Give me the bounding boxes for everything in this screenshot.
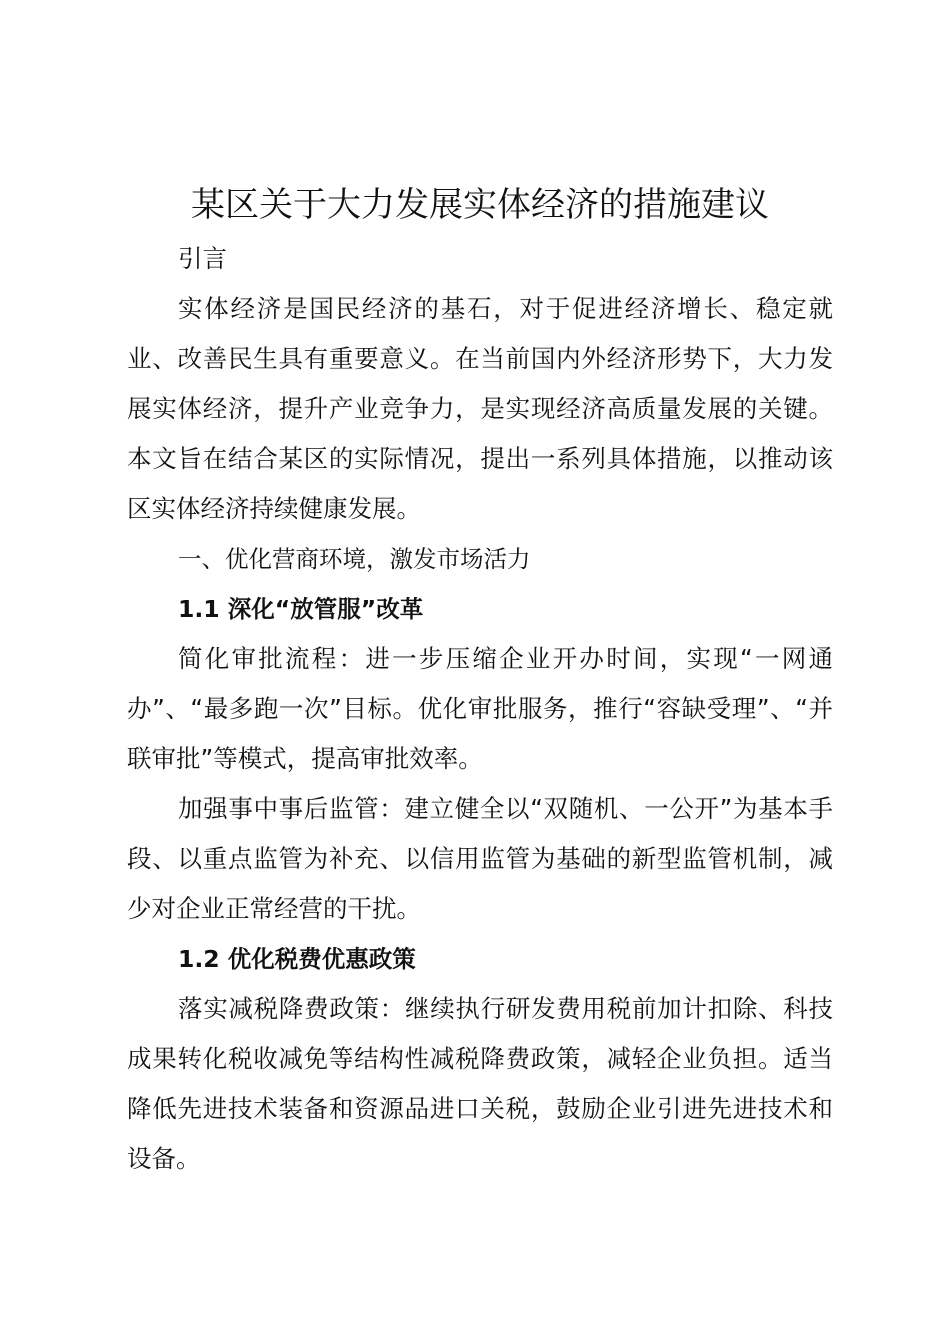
document-title: 某区关于大力发展实体经济的措施建议: [191, 185, 769, 225]
subsection-1-1-heading: 1.1 深化“放管服”改革: [178, 595, 424, 623]
intro-paragraph: 实体经济是国民经济的基石，对于促进经济增长、稳定就业、改善民生具有重要意义。在当前国内外经济形势下，大力发展实体经济，提升产业竞争力，是实现经济高质量发展的关键。本文旨在结合某区的实际情况，提出一系列具体措施，以推动该区实体经济持续健康发展。: [127, 294, 833, 523]
document-body: [127, 176, 833, 1184]
subsection-1-1-paragraph-2: 加强事中事后监管：建立健全以“双随机、一公开”为基本手段、以重点监管为补充、以信用监管为基础的新型监管机制，减少对企业正常经营的干扰。: [127, 794, 833, 923]
subsection-1-2-paragraph-1: 落实减税降费政策：继续执行研发费用税前加计扣除、科技成果转化税收减免等结构性减税降费政策，减轻企业负担。适当降低先进技术装备和资源品进口关税，鼓励企业引进先进技术和设备。: [127, 994, 833, 1173]
subsection-1-1-paragraph-1: 简化审批流程：进一步压缩企业开办时间，实现“一网通办”、“最多跑一次”目标。优化审批服务，推行“容缺受理”、“并联审批”等模式，提高审批效率。: [127, 644, 833, 773]
subsection-1-2-heading: 1.2 优化税费优惠政策: [178, 945, 416, 973]
section-1-heading: 一、优化营商环境，激发市场活力: [178, 545, 531, 573]
intro-heading: 引言: [178, 244, 227, 273]
